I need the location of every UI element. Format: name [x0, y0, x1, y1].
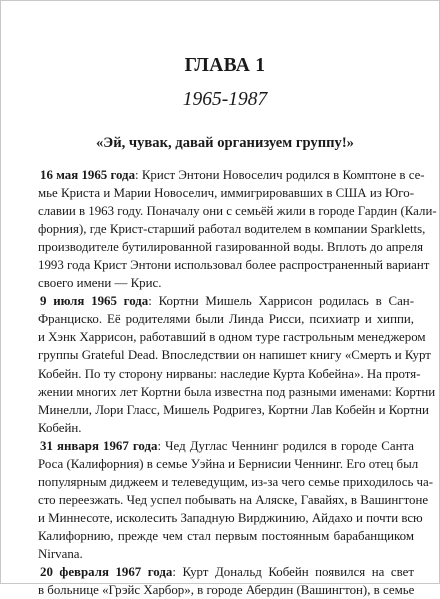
section-title: «Эй, чувак, давай организуем группу!» — [96, 135, 354, 151]
text-run: : Чед Дуглас Ченнинг родился в городе Санта — [157, 438, 414, 453]
text-line: 1993 года Крист Энтони использовал более распространенный вариант — [38, 258, 430, 273]
paragraph-date: 20 февраля 1967 года — [40, 565, 173, 580]
text-line — [36, 292, 414, 310]
text-line — [36, 563, 414, 581]
paragraph-3 — [36, 437, 434, 563]
text-line — [36, 437, 414, 455]
paragraph-date: 9 июля 1965 года — [40, 294, 149, 309]
text-line: и Миннесоте, исколесить Западную Вирджинию, Айдахо и почти всю — [38, 510, 423, 525]
text-line — [36, 166, 425, 184]
page-content — [36, 54, 437, 599]
text-line: производителе бутилированной газированной воды. Вплоть до апреля — [38, 240, 424, 255]
chapter-title: ГЛАВА 1 — [184, 55, 266, 76]
text-line: Кобейн. По ту сторону нирваны: наследие Курта Кобейна». На протя- — [38, 366, 421, 381]
text-line: сто переезжать. Чед успел побывать на Аляске, Гавайях, в Вашингтоне — [38, 492, 429, 507]
text-line: Nirvana. — [38, 546, 83, 561]
text-line: своего имени — Крис. — [38, 276, 162, 291]
text-line: жении многих лет Кортни была известна под разными именами: Кортни — [38, 384, 436, 399]
text-line: Роса (Калифорния) в семье Уэйна и Бернисии Ченнинг. Его отец был — [38, 456, 419, 471]
text-line: мье Криста и Марии Новоселич, иммигрировавших в США из Юго- — [38, 186, 414, 201]
paragraph-4 — [36, 563, 414, 599]
text-line: Кобейн. — [38, 420, 82, 435]
text-line: славии в 1963 году. Поначалу они с семьёй жили в городе Гардин (Кали- — [38, 204, 437, 219]
text-line: группы Grateful Dead. Впоследствии он напишет книгу «Смерть и Курт — [38, 348, 431, 363]
text-line: и Хэнк Харрисон, работавший в одном туре гастрольным менеджером — [38, 330, 426, 345]
text-line: популярным диджеем и телеведущим, из-за чего семье приходилось ча- — [38, 474, 434, 489]
text-line: форния), где Крист-старший работал водителем в компании Sparkletts, — [38, 222, 426, 237]
text-line: Калифорнию, прежде чем стал первым постоянным барабанщиком — [38, 528, 414, 543]
paragraph-2 — [36, 292, 436, 436]
text-run: : Крист Энтони Новоселич родился в Комптоне в се- — [135, 168, 425, 182]
text-run: : Кортни Мишель Харрисон родилась в Сан- — [148, 294, 414, 309]
text-line: Минелли, Лори Гласс, Мишель Родригез, Кортни Лав Кобейн и Кортни — [38, 402, 429, 417]
text-line: Франциско. Её родителями были Линда Рисси, психиатр и хиппи, — [38, 312, 414, 327]
text-line: в больнице «Грэйс Харбор», в городе Абердин (Вашингтон), в семье — [38, 583, 415, 598]
text-run: : Курт Дональд Кобейн появился на свет — [172, 565, 414, 580]
chapter-years: 1965-1987 — [182, 89, 268, 110]
body-text — [36, 166, 437, 599]
paragraph-date: 31 января 1967 года — [40, 438, 158, 453]
paragraph-1 — [36, 166, 437, 292]
paragraph-date: 16 мая 1965 года — [40, 168, 136, 182]
